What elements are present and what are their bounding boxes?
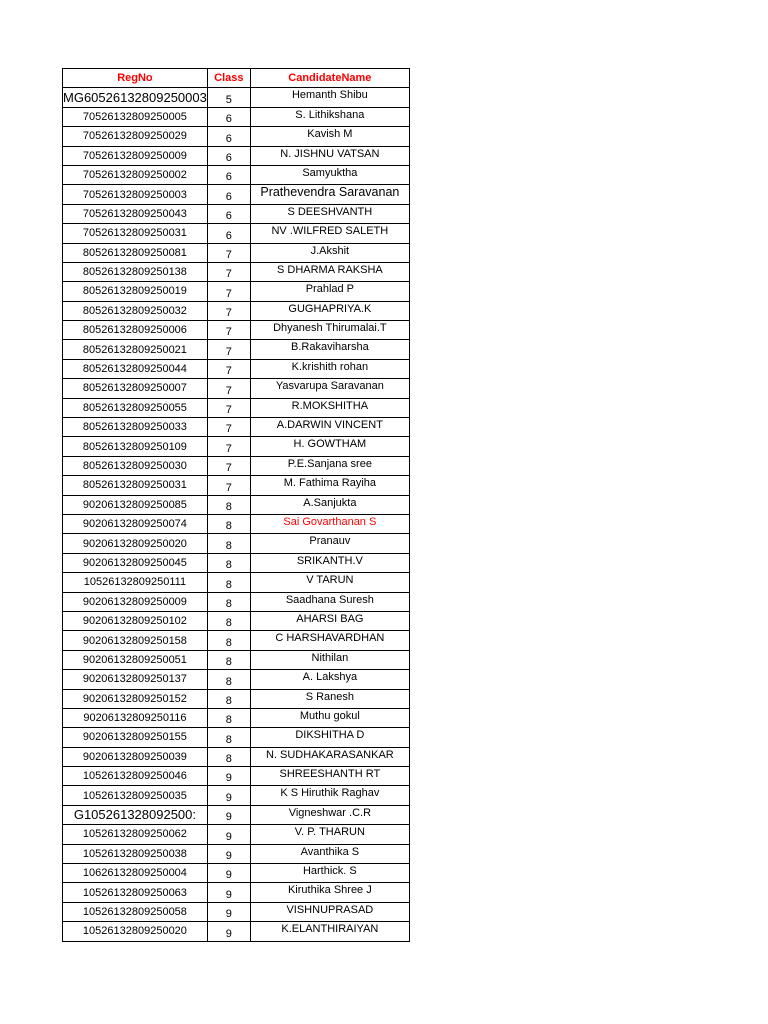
regno-cell[interactable]: 10526132809250062 [63,825,208,844]
regno-cell[interactable]: 70526132809250005 [63,107,208,126]
class-cell[interactable]: 6 [207,146,250,165]
regno-cell[interactable]: 80526132809250055 [63,398,208,417]
candidate-name-cell[interactable]: S DHARMA RAKSHA [250,262,409,281]
regno-cell[interactable]: 10526132809250038 [63,844,208,863]
class-cell[interactable]: 6 [207,127,250,146]
regno-cell[interactable]: 10626132809250004 [63,864,208,883]
table-row [63,476,410,495]
table-row [63,146,410,165]
candidate-name-cell[interactable]: K S Hiruthik Raghav [250,786,409,805]
class-cell[interactable]: 9 [207,844,250,863]
candidate-name-header[interactable]: CandidateName [250,69,409,88]
candidate-name-cell[interactable]: K.krishith rohan [250,359,409,378]
regno-cell[interactable]: 70526132809250031 [63,224,208,243]
candidate-name-cell[interactable]: S Ranesh [250,689,409,708]
table-row [63,922,410,941]
regno-cell[interactable]: 90206132809250045 [63,553,208,572]
candidate-name-cell[interactable]: V TARUN [250,573,409,592]
table-row [63,321,410,340]
class-cell[interactable]: 8 [207,650,250,669]
table-row [63,340,410,359]
regno-cell[interactable]: 10526132809250063 [63,883,208,902]
class-cell[interactable]: 7 [207,243,250,262]
candidate-name-cell[interactable]: Muthu gokul [250,708,409,727]
candidate-name-cell[interactable]: Kavish M [250,127,409,146]
table-row [63,282,410,301]
class-cell[interactable]: 5 [207,88,250,107]
table-row [63,359,410,378]
table-row [63,185,410,204]
class-cell[interactable]: 6 [207,224,250,243]
regno-header[interactable]: RegNo [63,69,208,88]
regno-cell[interactable]: 10526132809250046 [63,767,208,786]
candidate-name-cell[interactable]: P.E.Sanjana sree [250,456,409,475]
class-cell[interactable]: 7 [207,418,250,437]
candidate-name-cell[interactable]: SHREESHANTH RT [250,767,409,786]
class-cell[interactable]: 7 [207,379,250,398]
class-cell[interactable]: 8 [207,728,250,747]
regno-cell[interactable]: 70526132809250003 [63,185,208,204]
candidate-name-cell[interactable]: A. Lakshya [250,670,409,689]
class-cell[interactable]: 7 [207,398,250,417]
class-cell[interactable]: 7 [207,359,250,378]
class-cell[interactable]: 8 [207,553,250,572]
table-row [63,786,410,805]
candidate-name-cell[interactable]: Vigneshwar .C.R [250,805,409,824]
class-cell[interactable]: 9 [207,825,250,844]
candidate-name-cell[interactable]: Prathevendra Saravanan [250,185,409,204]
regno-cell[interactable]: 90206132809250074 [63,514,208,533]
class-cell[interactable]: 8 [207,670,250,689]
table-row [63,805,410,824]
class-cell[interactable]: 8 [207,611,250,630]
class-cell[interactable]: 8 [207,573,250,592]
table-row [63,883,410,902]
candidate-name-cell[interactable]: N. SUDHAKARASANKAR [250,747,409,766]
candidate-name-cell[interactable]: Pranauv [250,534,409,553]
class-cell[interactable]: 7 [207,262,250,281]
regno-cell[interactable]: 80526132809250031 [63,476,208,495]
class-cell[interactable]: 6 [207,107,250,126]
regno-cell[interactable]: 90206132809250155 [63,728,208,747]
table-row [63,864,410,883]
class-cell[interactable]: 7 [207,301,250,320]
table-row [63,379,410,398]
class-cell[interactable]: 8 [207,689,250,708]
class-cell[interactable]: 7 [207,437,250,456]
candidate-name-cell[interactable]: C HARSHAVARDHAN [250,631,409,650]
table-row [63,243,410,262]
table-row [63,456,410,475]
candidate-name-cell[interactable]: Yasvarupa Saravanan [250,379,409,398]
table-row [63,514,410,533]
class-cell[interactable]: 9 [207,864,250,883]
regno-cell[interactable]: 70526132809250029 [63,127,208,146]
regno-cell[interactable]: 70526132809250043 [63,204,208,223]
candidate-name-cell[interactable]: N. JISHNU VATSAN [250,146,409,165]
regno-cell[interactable]: 90206132809250009 [63,592,208,611]
table-row [63,747,410,766]
regno-cell[interactable]: 90206132809250085 [63,495,208,514]
candidate-name-cell[interactable]: Sai Govarthanan S [250,514,409,533]
candidate-name-cell[interactable]: Kiruthika Shree J [250,883,409,902]
regno-cell[interactable]: 80526132809250021 [63,340,208,359]
table-row [63,592,410,611]
table-row [63,825,410,844]
class-cell[interactable]: 8 [207,631,250,650]
candidate-name-cell[interactable]: NV .WILFRED SALETH [250,224,409,243]
candidate-name-cell[interactable]: GUGHAPRIYA.K [250,301,409,320]
class-cell[interactable]: 9 [207,767,250,786]
table-row [63,902,410,921]
class-cell[interactable]: 8 [207,592,250,611]
regno-cell[interactable]: 80526132809250032 [63,301,208,320]
regno-cell[interactable]: 80526132809250033 [63,418,208,437]
class-cell[interactable]: 9 [207,902,250,921]
candidate-name-cell[interactable]: DIKSHITHA D [250,728,409,747]
candidate-table [62,68,410,942]
class-cell[interactable]: 9 [207,922,250,941]
candidate-name-cell[interactable]: Hemanth Shibu [250,88,409,107]
candidate-name-cell[interactable]: Avanthika S [250,844,409,863]
table-row [63,534,410,553]
table-row [63,650,410,669]
regno-cell[interactable]: 80526132809250044 [63,359,208,378]
table-row [63,670,410,689]
table-row [63,689,410,708]
regno-cell[interactable]: 90206132809250137 [63,670,208,689]
regno-cell[interactable]: 80526132809250030 [63,456,208,475]
table-row [63,437,410,456]
table-row [63,398,410,417]
candidate-name-cell[interactable]: R.MOKSHITHA [250,398,409,417]
table-row [63,127,410,146]
table-row [63,88,410,107]
regno-cell[interactable]: 90206132809250158 [63,631,208,650]
candidate-name-cell[interactable]: AHARSI BAG [250,611,409,630]
candidate-name-cell[interactable]: Saadhana Suresh [250,592,409,611]
regno-cell[interactable]: 80526132809250006 [63,321,208,340]
class-cell[interactable]: 7 [207,340,250,359]
class-cell[interactable]: 6 [207,165,250,184]
table-row [63,767,410,786]
regno-cell[interactable]: 90206132809250152 [63,689,208,708]
table-row [63,728,410,747]
candidate-name-cell[interactable]: B.Rakaviharsha [250,340,409,359]
candidate-name-cell[interactable]: Samyuktha [250,165,409,184]
table-row [63,165,410,184]
table-row [63,708,410,727]
regno-cell[interactable]: 70526132809250009 [63,146,208,165]
candidate-name-cell[interactable]: V. P. THARUN [250,825,409,844]
class-cell[interactable]: 7 [207,282,250,301]
class-cell[interactable]: 7 [207,476,250,495]
candidate-name-cell[interactable]: Harthick. S [250,864,409,883]
regno-cell[interactable]: 90206132809250039 [63,747,208,766]
class-cell[interactable]: 8 [207,514,250,533]
regno-cell[interactable]: 90206132809250020 [63,534,208,553]
regno-cell[interactable]: 10526132809250020 [63,922,208,941]
regno-cell[interactable]: 80526132809250138 [63,262,208,281]
table-row [63,262,410,281]
candidate-name-cell[interactable]: K.ELANTHIRAIYAN [250,922,409,941]
candidate-name-cell[interactable]: Dhyanesh Thirumalai.T [250,321,409,340]
candidate-name-cell[interactable]: M. Fathima Rayiha [250,476,409,495]
table-row [63,107,410,126]
table-row [63,573,410,592]
class-cell[interactable]: 7 [207,456,250,475]
candidate-name-cell[interactable]: Nithilan [250,650,409,669]
class-cell[interactable]: 8 [207,747,250,766]
candidate-name-cell[interactable]: SRIKANTH.V [250,553,409,572]
candidate-name-cell[interactable]: VISHNUPRASAD [250,902,409,921]
candidate-name-cell[interactable]: S DEESHVANTH [250,204,409,223]
regno-cell[interactable]: MG60526132809250003 [63,88,208,107]
header-row [63,69,410,88]
regno-cell[interactable]: 80526132809250019 [63,282,208,301]
table-row [63,418,410,437]
candidate-name-cell[interactable]: H. GOWTHAM [250,437,409,456]
table-row [63,301,410,320]
table-row [63,204,410,223]
regno-cell[interactable]: 90206132809250051 [63,650,208,669]
candidate-name-cell[interactable]: Prahlad P [250,282,409,301]
class-cell[interactable]: 6 [207,204,250,223]
table-row [63,611,410,630]
class-cell[interactable]: 8 [207,534,250,553]
regno-cell[interactable]: 10526132809250035 [63,786,208,805]
table-row [63,495,410,514]
table-row [63,224,410,243]
regno-cell[interactable]: 70526132809250002 [63,165,208,184]
class-header[interactable]: Class [207,69,250,88]
table-row [63,631,410,650]
regno-cell[interactable]: 90206132809250102 [63,611,208,630]
class-cell[interactable]: 6 [207,185,250,204]
regno-cell[interactable]: 80526132809250007 [63,379,208,398]
regno-cell[interactable]: 10526132809250058 [63,902,208,921]
class-cell[interactable]: 9 [207,786,250,805]
regno-cell[interactable]: 80526132809250081 [63,243,208,262]
table-row [63,553,410,572]
regno-cell[interactable]: 90206132809250116 [63,708,208,727]
regno-cell[interactable]: G105261328092500: [63,805,208,824]
class-cell[interactable]: 7 [207,321,250,340]
class-cell[interactable]: 8 [207,708,250,727]
regno-cell[interactable]: 10526132809250111 [63,573,208,592]
table-row [63,844,410,863]
candidate-name-cell[interactable]: S. Lithikshana [250,107,409,126]
candidate-name-cell[interactable]: A.DARWIN VINCENT [250,418,409,437]
class-cell[interactable]: 8 [207,495,250,514]
class-cell[interactable]: 9 [207,883,250,902]
candidate-name-cell[interactable]: J.Akshit [250,243,409,262]
class-cell[interactable]: 9 [207,805,250,824]
candidate-name-cell[interactable]: A.Sanjukta [250,495,409,514]
regno-cell[interactable]: 80526132809250109 [63,437,208,456]
